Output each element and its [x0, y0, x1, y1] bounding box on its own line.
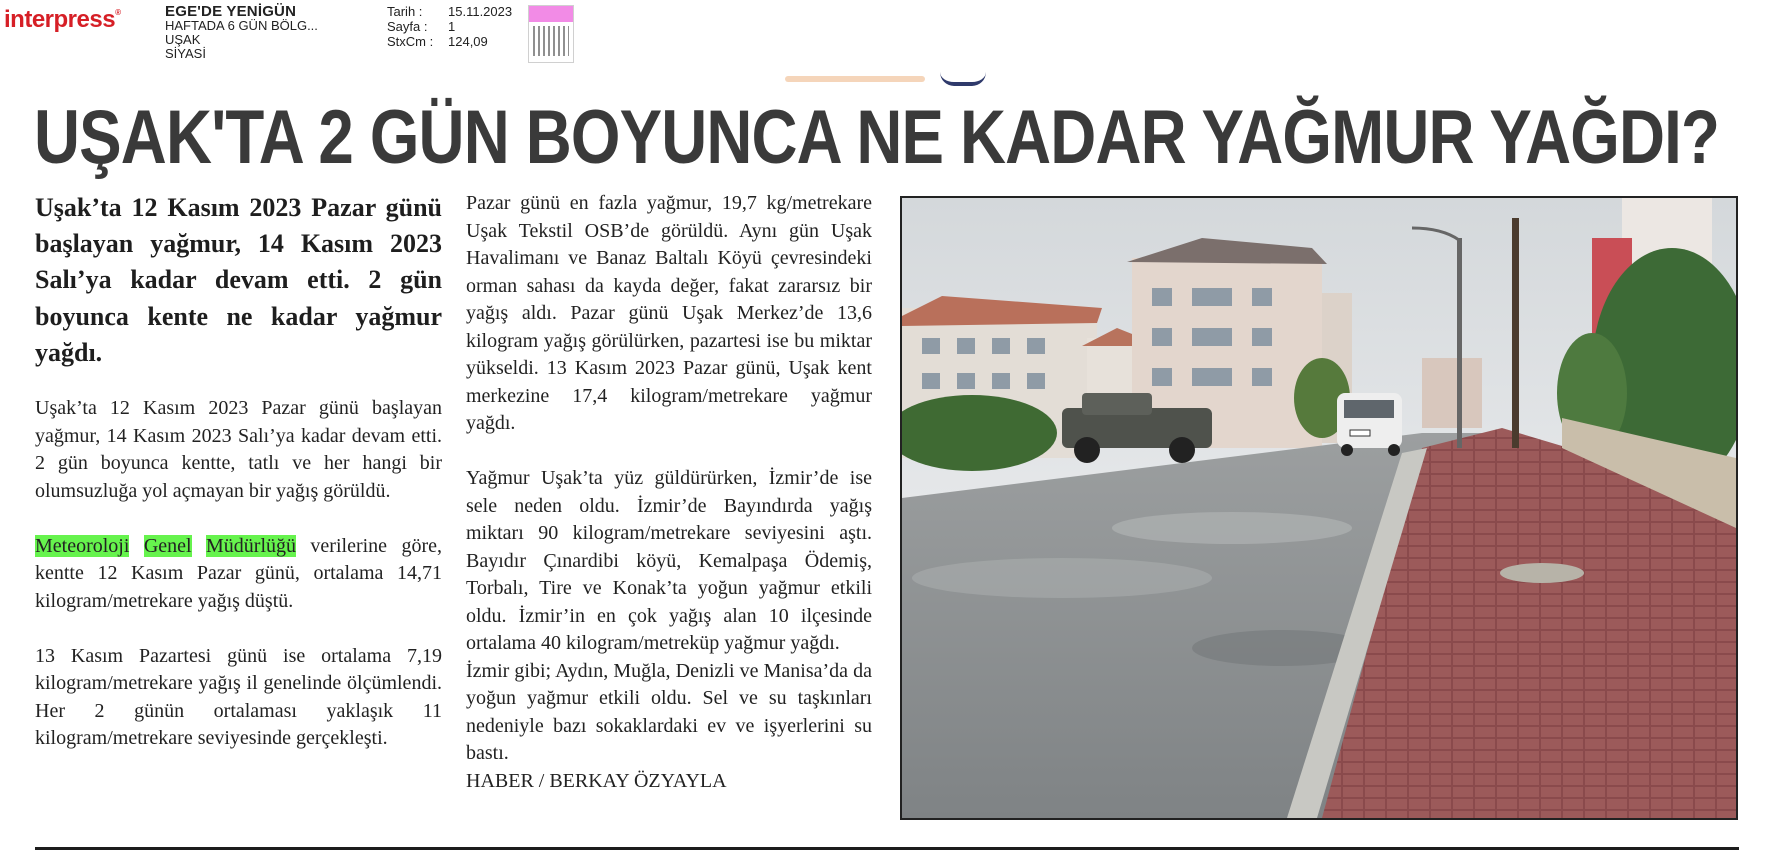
article-column-2	[466, 190, 872, 795]
highlighted-word: Müdürlüğü	[206, 534, 297, 557]
body-paragraph-3: 13 Kasım Pazartesi günü ise ortalama 7,19 kilogram/metrekare yağış il genelinde ölçümlendi. Her 2 günün ortalaması yaklaşık 11 kilogram/metrekare seviyesinde gerçekleşti.	[35, 644, 442, 750]
stxcm-value: 124,09	[448, 34, 488, 49]
clipping-header	[0, 0, 1779, 70]
body-paragraph-5: Yağmur Uşak’ta yüz güldürürken, İzmir’de ise sele neden oldu. İzmir’de Bayındırda yağış miktarı 90 kilogram/metrekare seviyesini aştı. Bayıdır Çınardibi köyü, Kemalpaşa Ödemiş, Torbalı, Tire ve Konak’ta yoğun yağmur etkili oldu. İzmir’in en çok yağış alan 10 ilçesinde ortalama 40 kilogram/metreküp yağmur yağdı.	[466, 467, 872, 654]
publication-name: EGE'DE YENİGÜN	[165, 3, 297, 20]
page-row	[387, 19, 512, 34]
thumbnail-text-blocks	[533, 26, 569, 56]
lead-paragraph: Uşak’ta 12 Kasım 2023 Pazar günü başlayan yağmur, 14 Kasım 2023 Salı’ya kadar devam etti. 2 gün boyunca kente ne kadar yağmur yağdı.	[35, 193, 442, 367]
date-row	[387, 4, 512, 19]
thumbnail-masthead	[529, 6, 573, 22]
paragraph-gap	[466, 438, 872, 466]
stxcm-label: StxCm :	[387, 34, 434, 49]
wet-street-photo	[902, 198, 1736, 818]
paragraph-gap	[35, 615, 442, 643]
headline: UŞAK'TA 2 GÜN BOYUNCA NE KADAR YAĞMUR YAĞDI?	[34, 95, 1720, 180]
page-value: 1	[448, 19, 456, 34]
body-paragraph-2-text: verilerine göre, kentte 12 Kasım Pazar günü, ortalama 14,71 kilogram/metrekare yağış düştü.	[35, 534, 442, 612]
bottom-rule	[35, 847, 1739, 850]
page-thumbnail[interactable]	[528, 5, 574, 63]
article-column-1	[35, 190, 442, 753]
logo-text: interpress	[4, 6, 116, 33]
body-paragraph-6: İzmir gibi; Aydın, Muğla, Denizli ve Manisa’da da yoğun yağmur etkili oldu. Sel ve su taşkınları nedeniyle bazı sokaklardaki ev ve işyerlerini su bastı.	[466, 659, 872, 764]
white-van	[1337, 393, 1402, 456]
masthead-text-remnant	[785, 76, 925, 82]
interpress-logo	[4, 6, 120, 34]
page-label: Sayfa :	[387, 19, 428, 34]
clipping-meta	[387, 4, 512, 49]
body-paragraph-4: Pazar günü en fazla yağmur, 19,7 kg/metrekare Uşak Tekstil OSB’de görüldü. Aynı gün Uşak Havalimanı ve Banaz Baltalı Köyü çevresindeki orman sahası da kayda değer, fakat zararsız bir yağış aldı. Pazar günü Uşak Merkez’de 13,6 kilogram yağış görülürken, pazartesi ise bu miktar yükseldi. 13 Kasım 2023 Pazar günü, Uşak kent merkezine 17,4 kilogram/metrekare yağmur yağdı.	[466, 192, 872, 434]
body-paragraph-2	[35, 533, 442, 616]
date-label: Tarih :	[387, 4, 423, 19]
body-paragraph-1: Uşak’ta 12 Kasım 2023 Pazar günü başlayan yağmur, 14 Kasım 2023 Salı’ya kadar devam etti. 2 gün boyunca kentte, tatlı ve her hangi bir olumsuzluğa yol açmayan bir yağış görüldü.	[35, 397, 442, 502]
paragraph-gap	[35, 505, 442, 533]
publication-city: UŞAK	[165, 32, 201, 47]
highlighted-word: Genel	[143, 534, 192, 557]
stxcm-row	[387, 34, 512, 49]
publication-section: SİYASİ	[165, 46, 206, 61]
highlighted-word: Meteoroloji	[35, 534, 130, 557]
date-value: 15.11.2023	[448, 4, 513, 19]
article-photo	[900, 196, 1738, 820]
publication-info	[165, 5, 318, 61]
masthead-remnant	[785, 72, 955, 86]
publication-frequency: HAFTADA 6 GÜN BÖLG...	[165, 18, 318, 33]
registered-mark: ®	[115, 8, 121, 17]
byline: HABER / BERKAY ÖZYAYLA	[466, 769, 727, 792]
masthead-arc	[940, 72, 986, 86]
